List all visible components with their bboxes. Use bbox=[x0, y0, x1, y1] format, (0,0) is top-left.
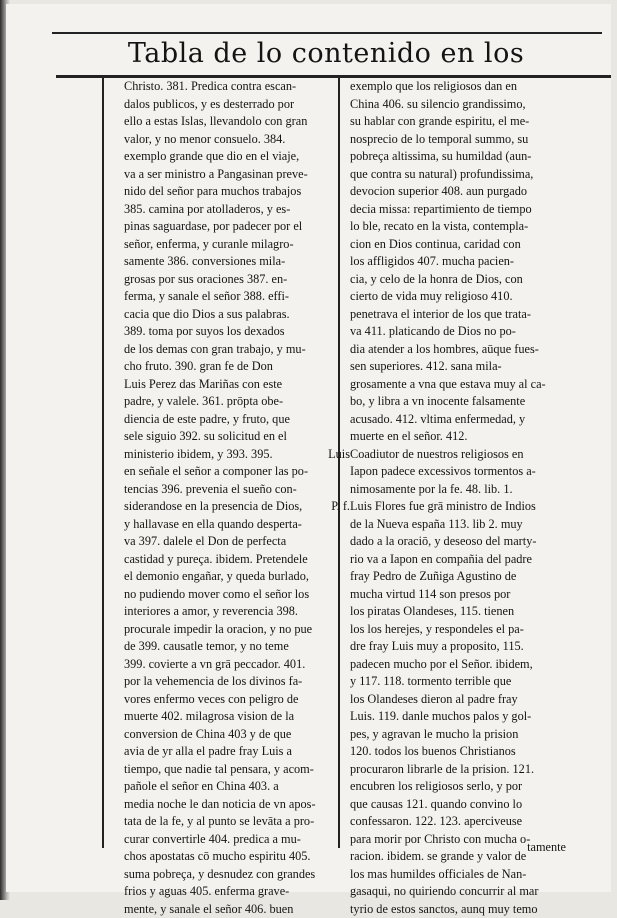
text-line: de los demas con gran trabajo, y mu- bbox=[124, 341, 334, 359]
left-text-column bbox=[124, 78, 334, 918]
text-line: cho fruto. 390. gran fe de Don bbox=[124, 358, 334, 376]
text-line: nosprecio de lo temporal summo, su bbox=[350, 131, 560, 149]
text-line: mucha virtud 114 son presos por bbox=[350, 586, 560, 604]
text-line: samente 386. conversiones mila- bbox=[124, 253, 334, 271]
catchword: tamente bbox=[486, 840, 566, 855]
text-line: mente, y sanale el señor 406. buen bbox=[124, 901, 334, 918]
text-line: gasaqui, no quiriendo concurrir al mar bbox=[350, 883, 560, 901]
text-line: rio va a Iapon en compañia del padre bbox=[350, 551, 560, 569]
margin-headword: Luis bbox=[328, 446, 350, 464]
text-line: bo, y libra a vn inocente falsamente bbox=[350, 393, 560, 411]
text-line: para morir por Christo con mucha o- bbox=[350, 831, 560, 849]
text-line: interiores a amor, y reverencia 398. bbox=[124, 603, 334, 621]
text-line: señor, enferma, y curanle milagro- bbox=[124, 236, 334, 254]
text-line: cion en Dios continua, caridad con bbox=[350, 236, 560, 254]
text-line: cacia que dio Dios a sus palabras. bbox=[124, 306, 334, 324]
text-line: procurale impedir la oracion, y no pue bbox=[124, 621, 334, 639]
text-line: suma pobreça, y desnudez con grandes bbox=[124, 866, 334, 884]
text-line: muerte en el señor. 412. bbox=[350, 428, 560, 446]
text-line: nimosamente por la fe. 48. lib. 1. bbox=[350, 481, 560, 499]
text-line: sele siguio 392. su solicitud en el bbox=[124, 428, 334, 446]
text-line: Iapon padece excessivos tormentos a- bbox=[350, 463, 560, 481]
text-line: nido del señor para muchos trabajos bbox=[124, 183, 334, 201]
text-line: tata de la fe, y al punto se levāta a pro- bbox=[124, 813, 334, 831]
text-line: confessaron. 122. 123. aperciveuse bbox=[350, 813, 560, 831]
text-line: acusado. 412. vltima enfermedad, y bbox=[350, 411, 560, 429]
text-line: va a ser ministro a Pangasinan preve- bbox=[124, 166, 334, 184]
text-line: tencias 396. prevenia el sueño con- bbox=[124, 481, 334, 499]
center-column-rule bbox=[338, 78, 340, 848]
text-line: por la vehemencia de los divinos fa- bbox=[124, 673, 334, 691]
text-line: padecen mucho por el Señor. ibidem, bbox=[350, 656, 560, 674]
text-line: frios y aguas 405. enferma grave- bbox=[124, 883, 334, 901]
text-line: 385. camina por atolladeros, y es- bbox=[124, 201, 334, 219]
text-line: cierto de vida muy religioso 410. bbox=[350, 288, 560, 306]
text-line: los piratas Olandeses, 115. tienen bbox=[350, 603, 560, 621]
text-line: vores enfermo veces con peligro de bbox=[124, 691, 334, 709]
text-line: tyrio de estos sanctos, aunq muy temo bbox=[350, 901, 560, 918]
text-line: racion. ibidem. se grande y valor de bbox=[350, 848, 560, 866]
text-line: Christo. 381. Predica contra escan- bbox=[124, 78, 334, 96]
text-line: penetrava el interior de los que trata- bbox=[350, 306, 560, 324]
text-line: Luis. 119. danle muchos palos y gol- bbox=[350, 708, 560, 726]
text-line: dado a la oraciō, y deseoso del marty- bbox=[350, 533, 560, 551]
text-line: que contra su natural) profundissima, bbox=[350, 166, 560, 184]
text-line: pañole el señor en China 403. a bbox=[124, 778, 334, 796]
text-line: exemplo grande que dio en el viaje, bbox=[124, 148, 334, 166]
text-line: no pudiendo mover como el señor los bbox=[124, 586, 334, 604]
text-line: fray Pedro de Zuñiga Agustino de bbox=[350, 568, 560, 586]
text-line: dalos publicos, y es desterrado por bbox=[124, 96, 334, 114]
right-text-column bbox=[350, 78, 560, 918]
left-column-rule bbox=[102, 78, 104, 848]
text-line: 399. covierte a vn grā peccador. 401. bbox=[124, 656, 334, 674]
text-line: en señale el señor a componer las po- bbox=[124, 463, 334, 481]
book-page bbox=[6, 4, 611, 892]
text-line: diencia de este padre, y fruto, que bbox=[124, 411, 334, 429]
text-line: procuraron librarle de la prision. 121. bbox=[350, 761, 560, 779]
text-line: que causas 121. quando convino lo bbox=[350, 796, 560, 814]
page-title: Tabla de lo contenido en los bbox=[66, 34, 586, 74]
text-line: pes, y agravan le mucho la prision bbox=[350, 726, 560, 744]
text-line: China 406. su silencio grandissimo, bbox=[350, 96, 560, 114]
text-line: ello a estas Islas, llevandolo con gran bbox=[124, 113, 334, 131]
margin-headword: P. f. bbox=[331, 498, 350, 516]
text-line: ministerio ibidem, y 393. 395. bbox=[124, 446, 334, 464]
text-line: lo ble, recato en la vista, contempla- bbox=[350, 218, 560, 236]
text-line: de la Nueva españa 113. lib 2. muy bbox=[350, 516, 560, 534]
text-line: su hablar con grande espiritu, el me- bbox=[350, 113, 560, 131]
text-line: cia, y celo de la honra de Dios, con bbox=[350, 271, 560, 289]
text-line: grosas por sus oraciones 387. en- bbox=[124, 271, 334, 289]
text-line: Luis Perez das Mariñas con este bbox=[124, 376, 334, 394]
text-line: y hallavase en ella quando desperta- bbox=[124, 516, 334, 534]
text-line: avia de yr alla el padre fray Luis a bbox=[124, 743, 334, 761]
text-line: los Olandeses dieron al padre fray bbox=[350, 691, 560, 709]
text-line: tiempo, que nadie tal pensara, y acom- bbox=[124, 761, 334, 779]
text-line: muerte 402. milagrosa vision de la bbox=[124, 708, 334, 726]
text-line: va 397. dalele el Don de perfecta bbox=[124, 533, 334, 551]
text-line: y 117. 118. tormento terrible que bbox=[350, 673, 560, 691]
text-line: conversion de China 403 y de que bbox=[124, 726, 334, 744]
text-line: castidad y pureça. ibidem. Pretendele bbox=[124, 551, 334, 569]
text-line: el demonio engañar, y queda burlado, bbox=[124, 568, 334, 586]
text-line: Coadiutor de nuestros religiosos en bbox=[350, 446, 560, 464]
text-line: valor, y no menor consuelo. 384. bbox=[124, 131, 334, 149]
text-line: de 399. causatle temor, y no teme bbox=[124, 638, 334, 656]
text-line: exemplo que los religiosos dan en bbox=[350, 78, 560, 96]
text-line: dre fray Luis muy a proposito, 115. bbox=[350, 638, 560, 656]
text-line: va 411. platicando de Dios no po- bbox=[350, 323, 560, 341]
text-line: los mas humildes officiales de Nan- bbox=[350, 866, 560, 884]
text-line: los affligidos 407. mucha pacien- bbox=[350, 253, 560, 271]
text-line: decia missa: repartimiento de tiempo bbox=[350, 201, 560, 219]
text-line: padre, y valele. 361. prōpta obe- bbox=[124, 393, 334, 411]
text-line: los los herejes, y respondeles el pa- bbox=[350, 621, 560, 639]
text-line: grosamente a vna que estava muy al ca- bbox=[350, 376, 560, 394]
text-line: 120. todos los buenos Christianos bbox=[350, 743, 560, 761]
text-line: sen superiores. 412. sana mila- bbox=[350, 358, 560, 376]
text-line: dia atender a los hombres, aūque fues- bbox=[350, 341, 560, 359]
text-line: chos apostatas cō mucho espiritu 405. bbox=[124, 848, 334, 866]
text-line: 389. toma por suyos los dexados bbox=[124, 323, 334, 341]
text-line: pinas saguardase, por padecer por el bbox=[124, 218, 334, 236]
text-line: encubren los religiosos serlo, y por bbox=[350, 778, 560, 796]
text-line: siderandose en la presencia de Dios, bbox=[124, 498, 334, 516]
text-line: pobreça altissima, su humildad (aun- bbox=[350, 148, 560, 166]
text-line: Luis Flores fue grā ministro de Indios bbox=[350, 498, 560, 516]
text-line: devocion superior 408. aun purgado bbox=[350, 183, 560, 201]
text-line: ferma, y sanale el señor 388. effi- bbox=[124, 288, 334, 306]
text-line: curar convertirle 404. predica a mu- bbox=[124, 831, 334, 849]
text-line: media noche le dan noticia de vn apos- bbox=[124, 796, 334, 814]
